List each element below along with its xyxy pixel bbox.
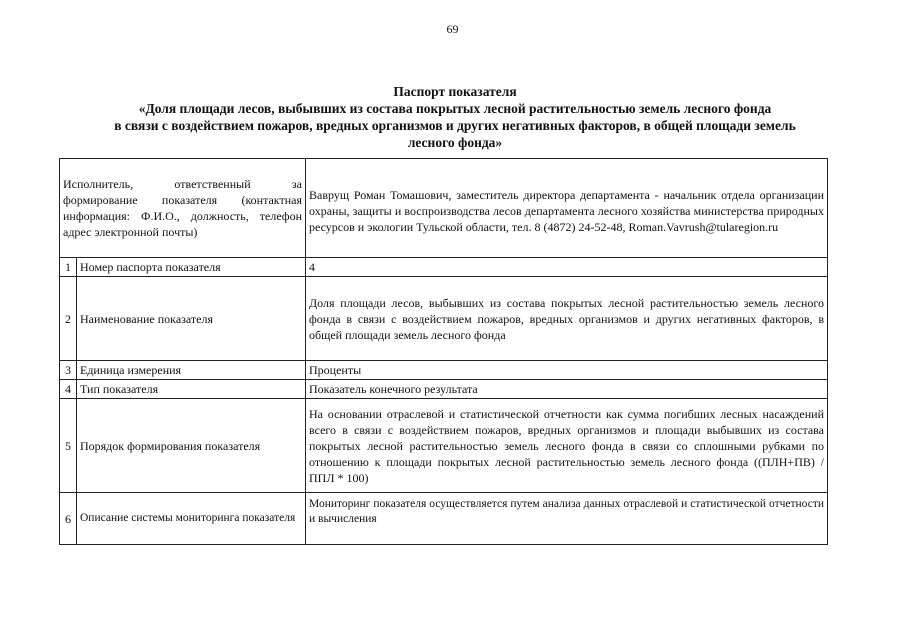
row-label: Порядок формирования показателя xyxy=(77,399,306,493)
table-row xyxy=(60,493,828,545)
table-row-executor xyxy=(60,159,828,258)
table-row xyxy=(60,277,828,361)
executor-label: Исполнитель, ответственный за формирование показателя (контактная информация: Ф.И.О., должность, телефон адрес электронной почты) xyxy=(60,159,306,258)
passport-table xyxy=(59,158,828,545)
row-label: Наименование показателя xyxy=(77,277,306,361)
row-number: 4 xyxy=(60,380,77,399)
table-row xyxy=(60,258,828,277)
table-row xyxy=(60,361,828,380)
document-title xyxy=(55,83,855,151)
row-label: Тип показателя xyxy=(77,380,306,399)
row-value: Проценты xyxy=(306,361,828,380)
table-row xyxy=(60,399,828,493)
title-heading: Паспорт показателя xyxy=(393,84,517,99)
row-value: Мониторинг показателя осуществляется путем анализа данных отраслевой и статистической отчетности и вычисления xyxy=(306,493,828,545)
row-number: 6 xyxy=(60,493,77,545)
row-number: 5 xyxy=(60,399,77,493)
row-number: 2 xyxy=(60,277,77,361)
row-label: Номер паспорта показателя xyxy=(77,258,306,277)
title-indicator-line-3: лесного фонда» xyxy=(407,135,503,150)
title-indicator-line-2: в связи с воздействием пожаров, вредных организмов и других негативных факторов, в общей площади земель xyxy=(114,118,796,133)
row-value: На основании отраслевой и статистической отчетности как сумма погибших лесных насаждений всего в связи с воздействием пожаров, вредных организмов и площади выбывших из состава покрытых лесной растительностью земель лесного фонда в связи со сплошными рубками по отношению к площади покрытых лесной растительностью земель лесного фонда ((ПЛН+ПВ) / ППЛ * 100) xyxy=(306,399,828,493)
row-value: Показатель конечного результата xyxy=(306,380,828,399)
executor-value: Ваврущ Роман Томашович, заместитель директора департамента - начальник отдела организации охраны, защиты и воспроизводства лесов департамента лесного хозяйства министерства природных ресурсов и экологии Тульской области, тел. 8 (4872) 24-52-48, Roman.Vavrush@tularegion.ru xyxy=(306,159,828,258)
title-indicator-line-1: «Доля площади лесов, выбывших из состава покрытых лесной растительностью земель лесного фонда xyxy=(138,101,772,116)
page-number: 69 xyxy=(446,22,459,36)
row-label: Описание системы мониторинга показателя xyxy=(77,493,306,545)
row-number: 1 xyxy=(60,258,77,277)
table-row xyxy=(60,380,828,399)
row-value: 4 xyxy=(306,258,828,277)
row-label: Единица измерения xyxy=(77,361,306,380)
row-value: Доля площади лесов, выбывших из состава покрытых лесной растительностью земель лесного фонда в связи с воздействием пожаров, вредных организмов и других негативных факторов, в общей площади земель лесного фонда xyxy=(306,277,828,361)
row-number: 3 xyxy=(60,361,77,380)
